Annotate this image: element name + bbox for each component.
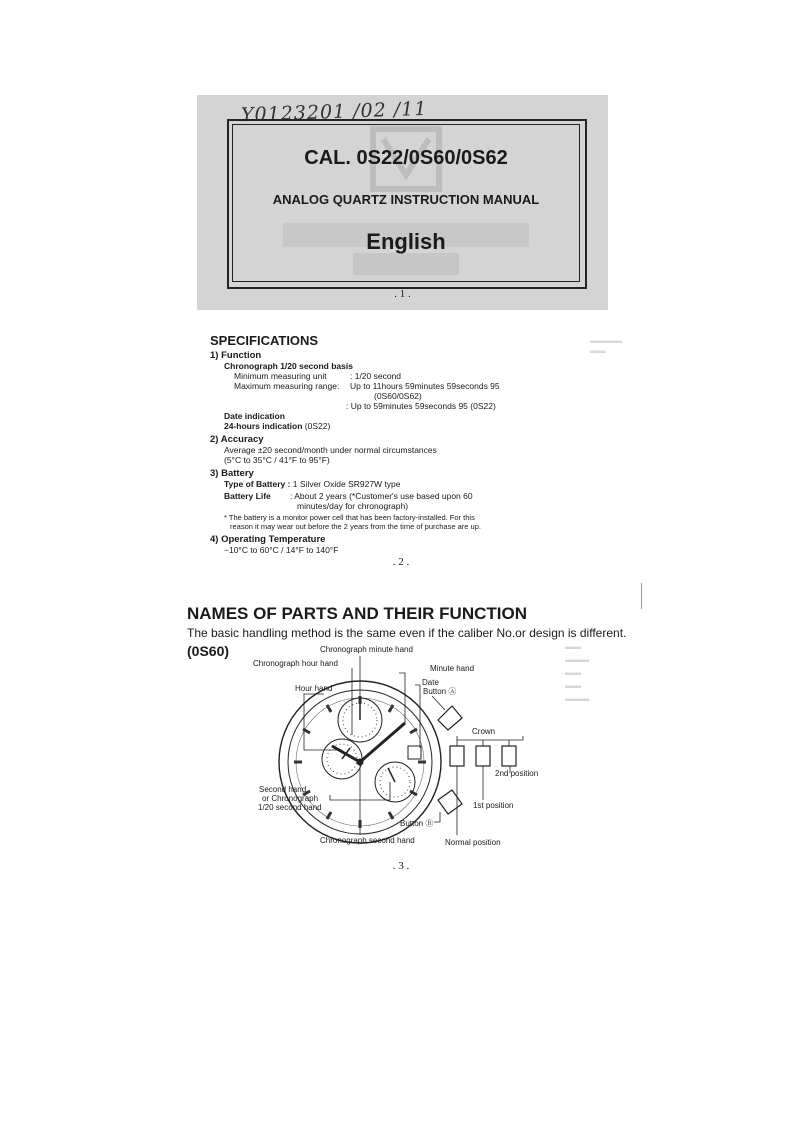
min-unit-value: : 1/20 second: [350, 371, 402, 381]
label-crown: Crown: [472, 727, 496, 736]
battery-life-row-2: [210, 501, 520, 511]
battery-note-1: * The battery is a monitor power cell that has been factory-installed. For this: [224, 513, 475, 522]
battery-life-row: [210, 491, 520, 501]
max-range-value-1: Up to 11hours 59minutes 59seconds 95: [350, 381, 500, 391]
chrono-basis: Chronograph 1/20 second basis: [224, 361, 353, 371]
temperature-line: −10°C to 60°C / 14°F to 140°F: [224, 545, 339, 555]
label-normal-position: Normal position: [445, 838, 501, 847]
specifications-heading: SPECIFICATIONS: [210, 333, 319, 348]
specifications: [210, 333, 520, 555]
battery-note-2: reason it may wear out before the 2 years from the time of purchase are up.: [230, 522, 481, 531]
names-heading: NAMES OF PARTS AND THEIR FUNCTION: [187, 604, 527, 623]
cover-frame-inner: [232, 124, 580, 282]
page-number-2: . 2 .: [392, 556, 410, 568]
page-number-1: . 1 .: [394, 288, 411, 300]
label-hour-hand: Hour hand: [295, 684, 333, 693]
accuracy-line-2: (5°C to 35°C / 41°F to 95°F): [224, 455, 330, 465]
bleed-through-text: ▬▬▬▬ ▬▬: [590, 336, 622, 355]
label-button-b: Button Ⓑ: [400, 819, 434, 828]
label-second-hand-1: Second hand: [259, 785, 307, 794]
battery-title: 3) Battery: [210, 468, 254, 479]
battery-life-value-1: : About 2 years (*Customer's use based upon 60: [290, 491, 473, 501]
max-range-value-1b: (0S60/0S62): [374, 391, 422, 401]
date-indication: Date indication: [224, 411, 285, 421]
min-unit-row: [210, 371, 520, 381]
watch-diagram: [240, 640, 570, 855]
label-chrono-hour: Chronograph hour hand: [253, 659, 338, 668]
accuracy-line-1: Average ±20 second/month under normal circumstances: [224, 445, 437, 455]
names-subheading: The basic handling method is the same even if the caliber No.or design is different.: [187, 626, 627, 640]
label-2nd-position: 2nd position: [495, 769, 539, 778]
function-title: 1) Function: [210, 350, 262, 361]
label-minute-hand: Minute hand: [430, 664, 475, 673]
calibre-title: CAL. 0S22/0S60/0S62: [304, 147, 508, 169]
cover-frame: [227, 119, 587, 289]
label-chrono-second: Chronograph second hand: [320, 836, 415, 845]
manual-title: ANALOG QUARTZ INSTRUCTION MANUAL: [272, 192, 540, 207]
label-1st-position: 1st position: [473, 801, 514, 810]
max-range-label: Maximum measuring range:: [234, 381, 340, 391]
h24-indication: 24-hours indication (0S22): [224, 421, 331, 431]
model-label: (0S60): [187, 643, 230, 659]
language-title: English: [366, 229, 446, 254]
battery-life-value-2: minutes/day for chronograph): [297, 501, 409, 511]
label-chrono-minute: Chronograph minute hand: [320, 645, 413, 654]
accuracy-title: 2) Accuracy: [210, 434, 264, 445]
label-button-a: Button Ⓐ: [423, 687, 457, 696]
label-second-hand-3: 1/20 second hand: [258, 803, 322, 812]
min-unit-label: Minimum measuring unit: [234, 371, 327, 381]
max-range-row-b: [210, 391, 520, 401]
max-range-value-2: : Up to 59minutes 59seconds 95 (0S22): [346, 401, 496, 411]
page-number-3: . 3 .: [392, 860, 410, 872]
cover-page: [197, 95, 608, 310]
scan-edge-line: [641, 583, 642, 609]
temperature-title: 4) Operating Temperature: [210, 534, 326, 545]
battery-type: Type of Battery : 1 Silver Oxide SR927W type: [224, 479, 401, 489]
max-range-row-2: [210, 401, 520, 411]
max-range-row: [210, 381, 520, 391]
watch-face-icon: [279, 681, 516, 843]
label-date: Date: [422, 678, 439, 687]
label-second-hand-2: or Chronograph: [262, 794, 319, 803]
bleed-through-text-right: ▬▬ ▬▬▬ ▬▬ ▬▬ ▬▬▬: [565, 642, 589, 703]
battery-life-label: Battery Life: [224, 491, 271, 501]
handwritten-reference: Y0123201 /02 /11: [240, 97, 428, 127]
